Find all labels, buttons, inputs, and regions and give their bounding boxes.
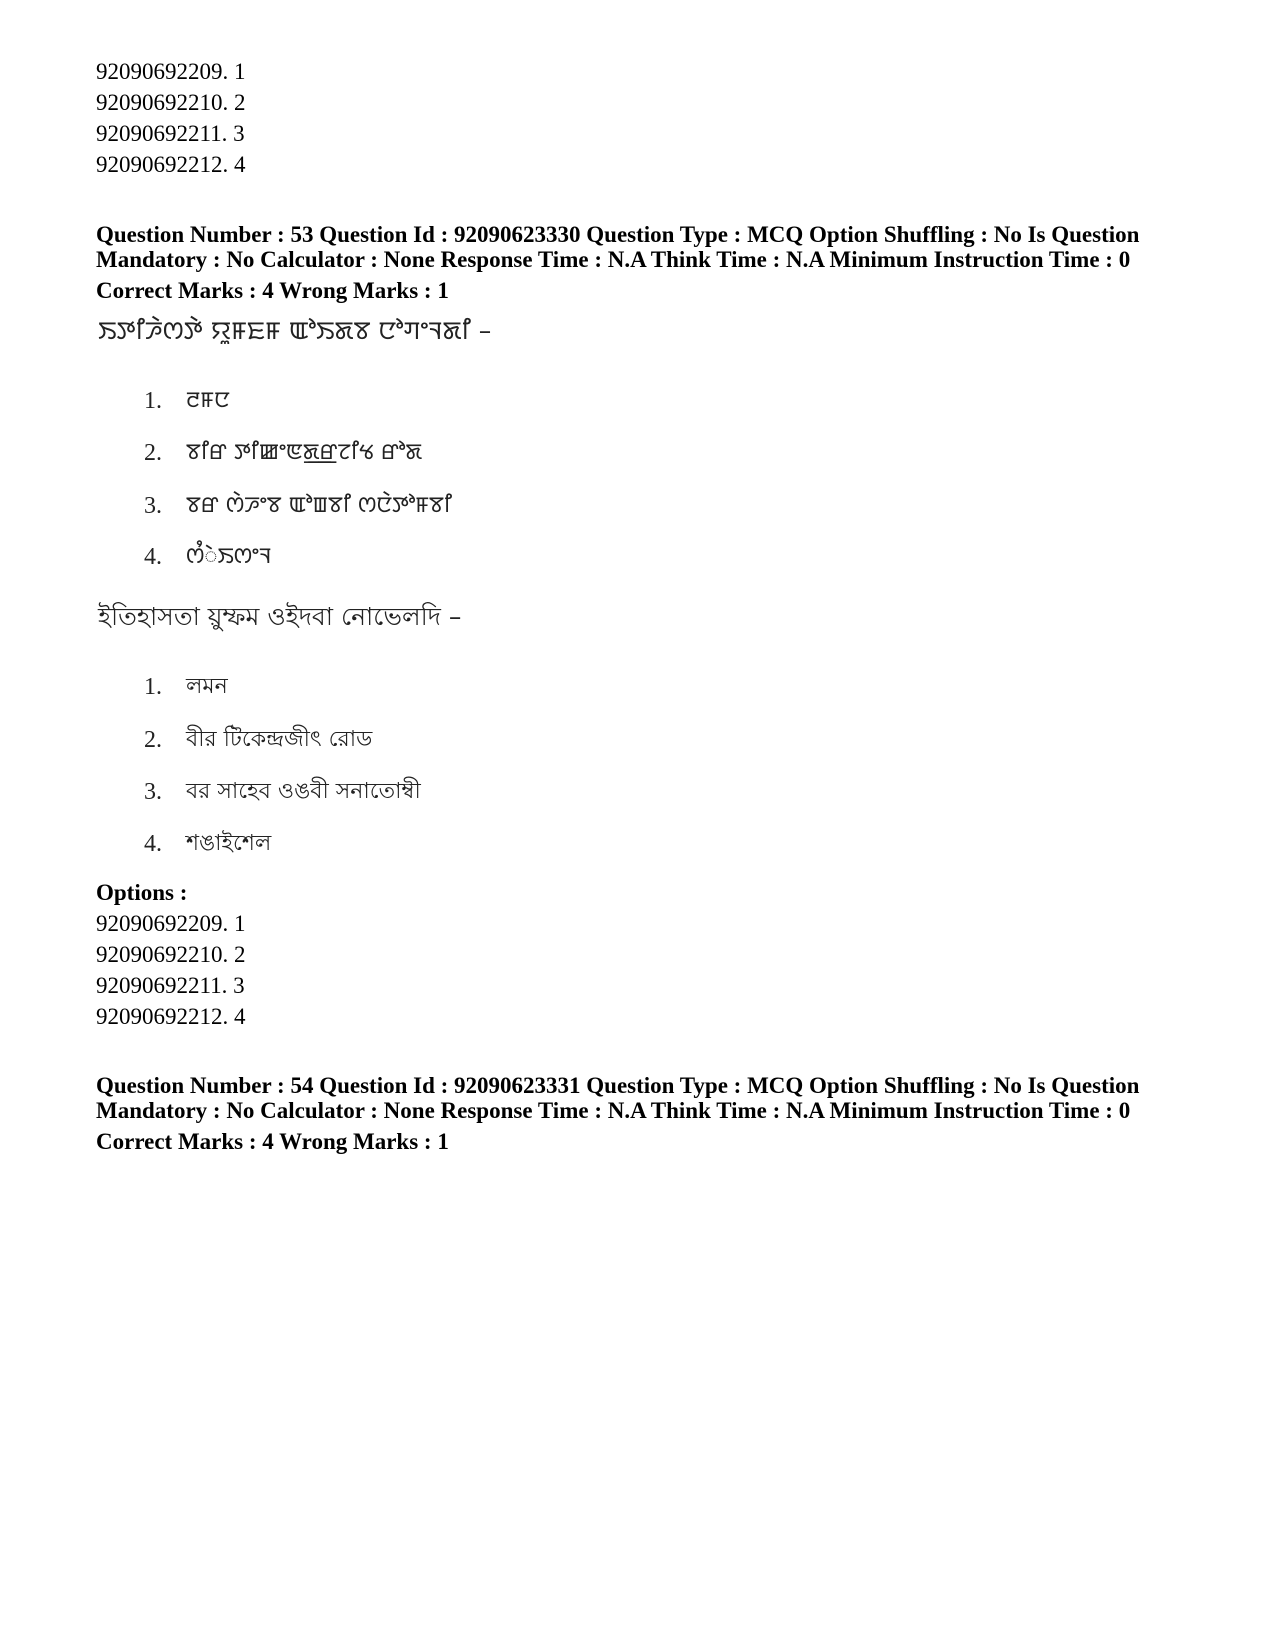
q53-bengali-option-4-number: 4. [144,831,162,857]
q53-meitei-option-1-text: ꯂꯝꯅ [186,388,230,413]
q53-option-1: 92090692209. 1 [96,911,246,936]
prev-option-4: 92090692212. 4 [96,152,246,177]
q53-option-3: 92090692211. 3 [96,973,245,998]
q54-header-line1: Question Number : 54 Question Id : 92090623331 Question Type : MCQ Option Shuffling : No Is Question [96,1073,1140,1098]
q53-meitei-option-3-text: ꯕꯔ ꯁꯥꯍꯦꯕ ꯑꯣꯡꯕꯤ ꯁꯅꯥꯇꯣꯝꯕꯤ [186,493,453,518]
q53-bengali-option-3-number: 3. [144,779,162,805]
q53-bengali-option-1-number: 1. [144,674,162,700]
q53-meitei-option-4-text: ꯁꯪꯥꯏꯁꯦꯜ [186,544,272,569]
q53-header-line1: Question Number : 53 Question Id : 92090623330 Question Type : MCQ Option Shuffling : No Is Question [96,222,1140,247]
q53-bengali-option-1-text: লমন [186,674,228,699]
q53-bengali-option-2-number: 2. [144,727,162,753]
q53-meitei-option-2-number: 2. [144,440,162,466]
q53-bengali-option-3-text: বর সাহেব ওঙবী সনাতোম্বী [186,779,421,804]
q53-bengali-option-2-text: বীর টিকেন্দ্রজীৎ রোড [186,727,373,752]
q53-meitei-option-2-text: ꯕꯤꯔ ꯇꯤꯀꯦꯟꯗ꯭ꯔꯖꯤꯠ ꯔꯣꯗ [186,440,423,465]
q53-bengali-option-4-text: শঙাইশেল [186,831,272,856]
prev-option-3: 92090692211. 3 [96,121,245,146]
q53-option-2: 92090692210. 2 [96,942,246,967]
q53-meitei-option-3-number: 3. [144,493,162,519]
q54-header-line3: Correct Marks : 4 Wrong Marks : 1 [96,1129,449,1154]
q53-meitei-question: ꯏꯇꯤꯍꯥꯁꯇꯥ ꯌꯨꯝꯐꯝ ꯑꯣꯏꯗꯕ ꯅꯣꯚꯦꯜꯗꯤ – [98,316,492,345]
prev-option-1: 92090692209. 1 [96,59,246,84]
q53-header-line2: Mandatory : No Calculator : None Response Time : N.A Think Time : N.A Minimum Instruction Time : 0 [96,247,1131,272]
q53-option-4: 92090692212. 4 [96,1004,246,1029]
q53-meitei-option-4-number: 4. [144,544,162,570]
q53-options-label: Options : [96,880,188,905]
q53-bengali-question: ইতিহাসতা য়ুম্ফম ওইদবা নোভেলদি – [98,602,462,631]
q53-meitei-option-1-number: 1. [144,388,162,414]
q53-header-line3: Correct Marks : 4 Wrong Marks : 1 [96,278,449,303]
q54-header-line2: Mandatory : No Calculator : None Response Time : N.A Think Time : N.A Minimum Instruction Time : 0 [96,1098,1131,1123]
prev-option-2: 92090692210. 2 [96,90,246,115]
